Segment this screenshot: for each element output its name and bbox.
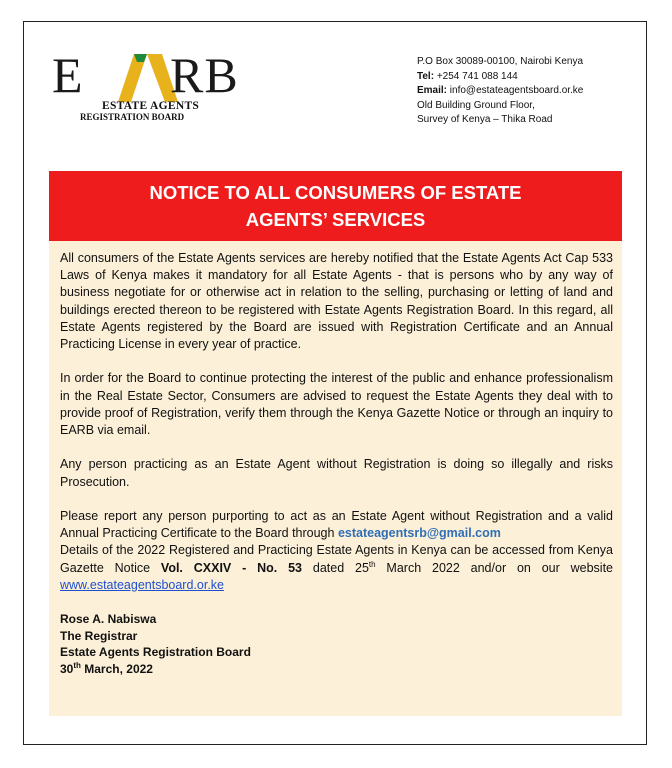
date-day: 30 xyxy=(60,661,74,676)
report-text: Please report any person purporting to act as an Estate Agent without Registration and a valid Annual Practicing Certificate to the Board through xyxy=(60,509,613,541)
logo-letters-rb: RB xyxy=(170,47,239,103)
banner-line1: NOTICE TO ALL CONSUMERS OF ESTATE xyxy=(149,182,522,203)
date-day-suffix: th xyxy=(73,660,81,670)
notice-paragraph-4 xyxy=(60,508,613,542)
signature-date xyxy=(60,661,613,678)
earb-logo xyxy=(52,46,237,124)
banner-line2: AGENTS’ SERVICES xyxy=(245,209,426,230)
email-value: info@estateagentsboard.or.ke xyxy=(449,85,584,96)
tel-label: Tel: xyxy=(417,70,435,82)
contact-po-box: P.O Box 30089-00100, Nairobi Kenya xyxy=(417,56,584,67)
signatory-title: The Registrar xyxy=(60,628,138,643)
details-text-b: dated 25 xyxy=(302,560,369,575)
website-link[interactable]: www.estateagentsboard.or.ke xyxy=(60,577,224,592)
details-text-c: March 2022 and/or on our website xyxy=(375,560,613,575)
details-text-a: Details of the 2022 Registered and Practicing Estate Agents in Kenya can be accessed from Kenya Gazette Notice xyxy=(60,543,613,575)
contact-address-line1: Old Building Ground Floor, xyxy=(417,99,535,111)
notice-paragraph-3: Any person practicing as an Estate Agent without Registration is doing so illegally and risks Prosecution. xyxy=(60,457,613,489)
logo-subtitle-line2: REGISTRATION BOARD xyxy=(80,112,185,122)
notice-paragraph-2: In order for the Board to continue protecting the interest of the public and enhance professionalism in the Real Estate Sector, Consumers are advised to request the Estate Agents they deal with to provide proof of Registration, verify them through the Kenya Gazette Notice or through an inquiry to EARB via email. xyxy=(60,371,613,438)
logo-letter-e: E xyxy=(52,47,84,103)
date-superscript: th xyxy=(368,559,376,569)
contact-email xyxy=(417,84,583,99)
logo-subtitle-line1: ESTATE AGENTS xyxy=(102,100,200,112)
contact-address-line2: Survey of Kenya – Thika Road xyxy=(417,114,553,125)
signatory-name: Rose A. Nabiswa xyxy=(60,612,157,627)
signature-block xyxy=(60,611,613,677)
gazette-volume: Vol. CXXIV - No. 53 xyxy=(160,560,303,575)
notice-body xyxy=(49,241,622,716)
tel-value: +254 741 088 144 xyxy=(436,70,518,82)
notice-paragraph-1: All consumers of the Estate Agents services are hereby notified that the Estate Agents Act Cap 533 Laws of Kenya makes it mandatory for all Estate Agents - that is persons who by any way of business negotiate for or otherwise act in relation to the selling, purchasing or letting of land and buildings erected thereon to be registered with Estate Agents Registration Board. In this regard, all Estate Agents registered by the Board are issued with Registration Certificate and an Annual Practicing License in every year of practice. xyxy=(60,251,613,352)
notice-title-banner xyxy=(49,171,622,241)
signatory-org: Estate Agents Registration Board xyxy=(60,645,251,660)
report-email[interactable]: estateagentsrb@gmail.com xyxy=(337,526,501,541)
contact-tel xyxy=(417,70,583,85)
email-label: Email: xyxy=(417,85,448,96)
date-rest: March, 2022 xyxy=(80,661,153,676)
notice-paragraph-5 xyxy=(60,542,613,594)
contact-block xyxy=(417,55,583,128)
